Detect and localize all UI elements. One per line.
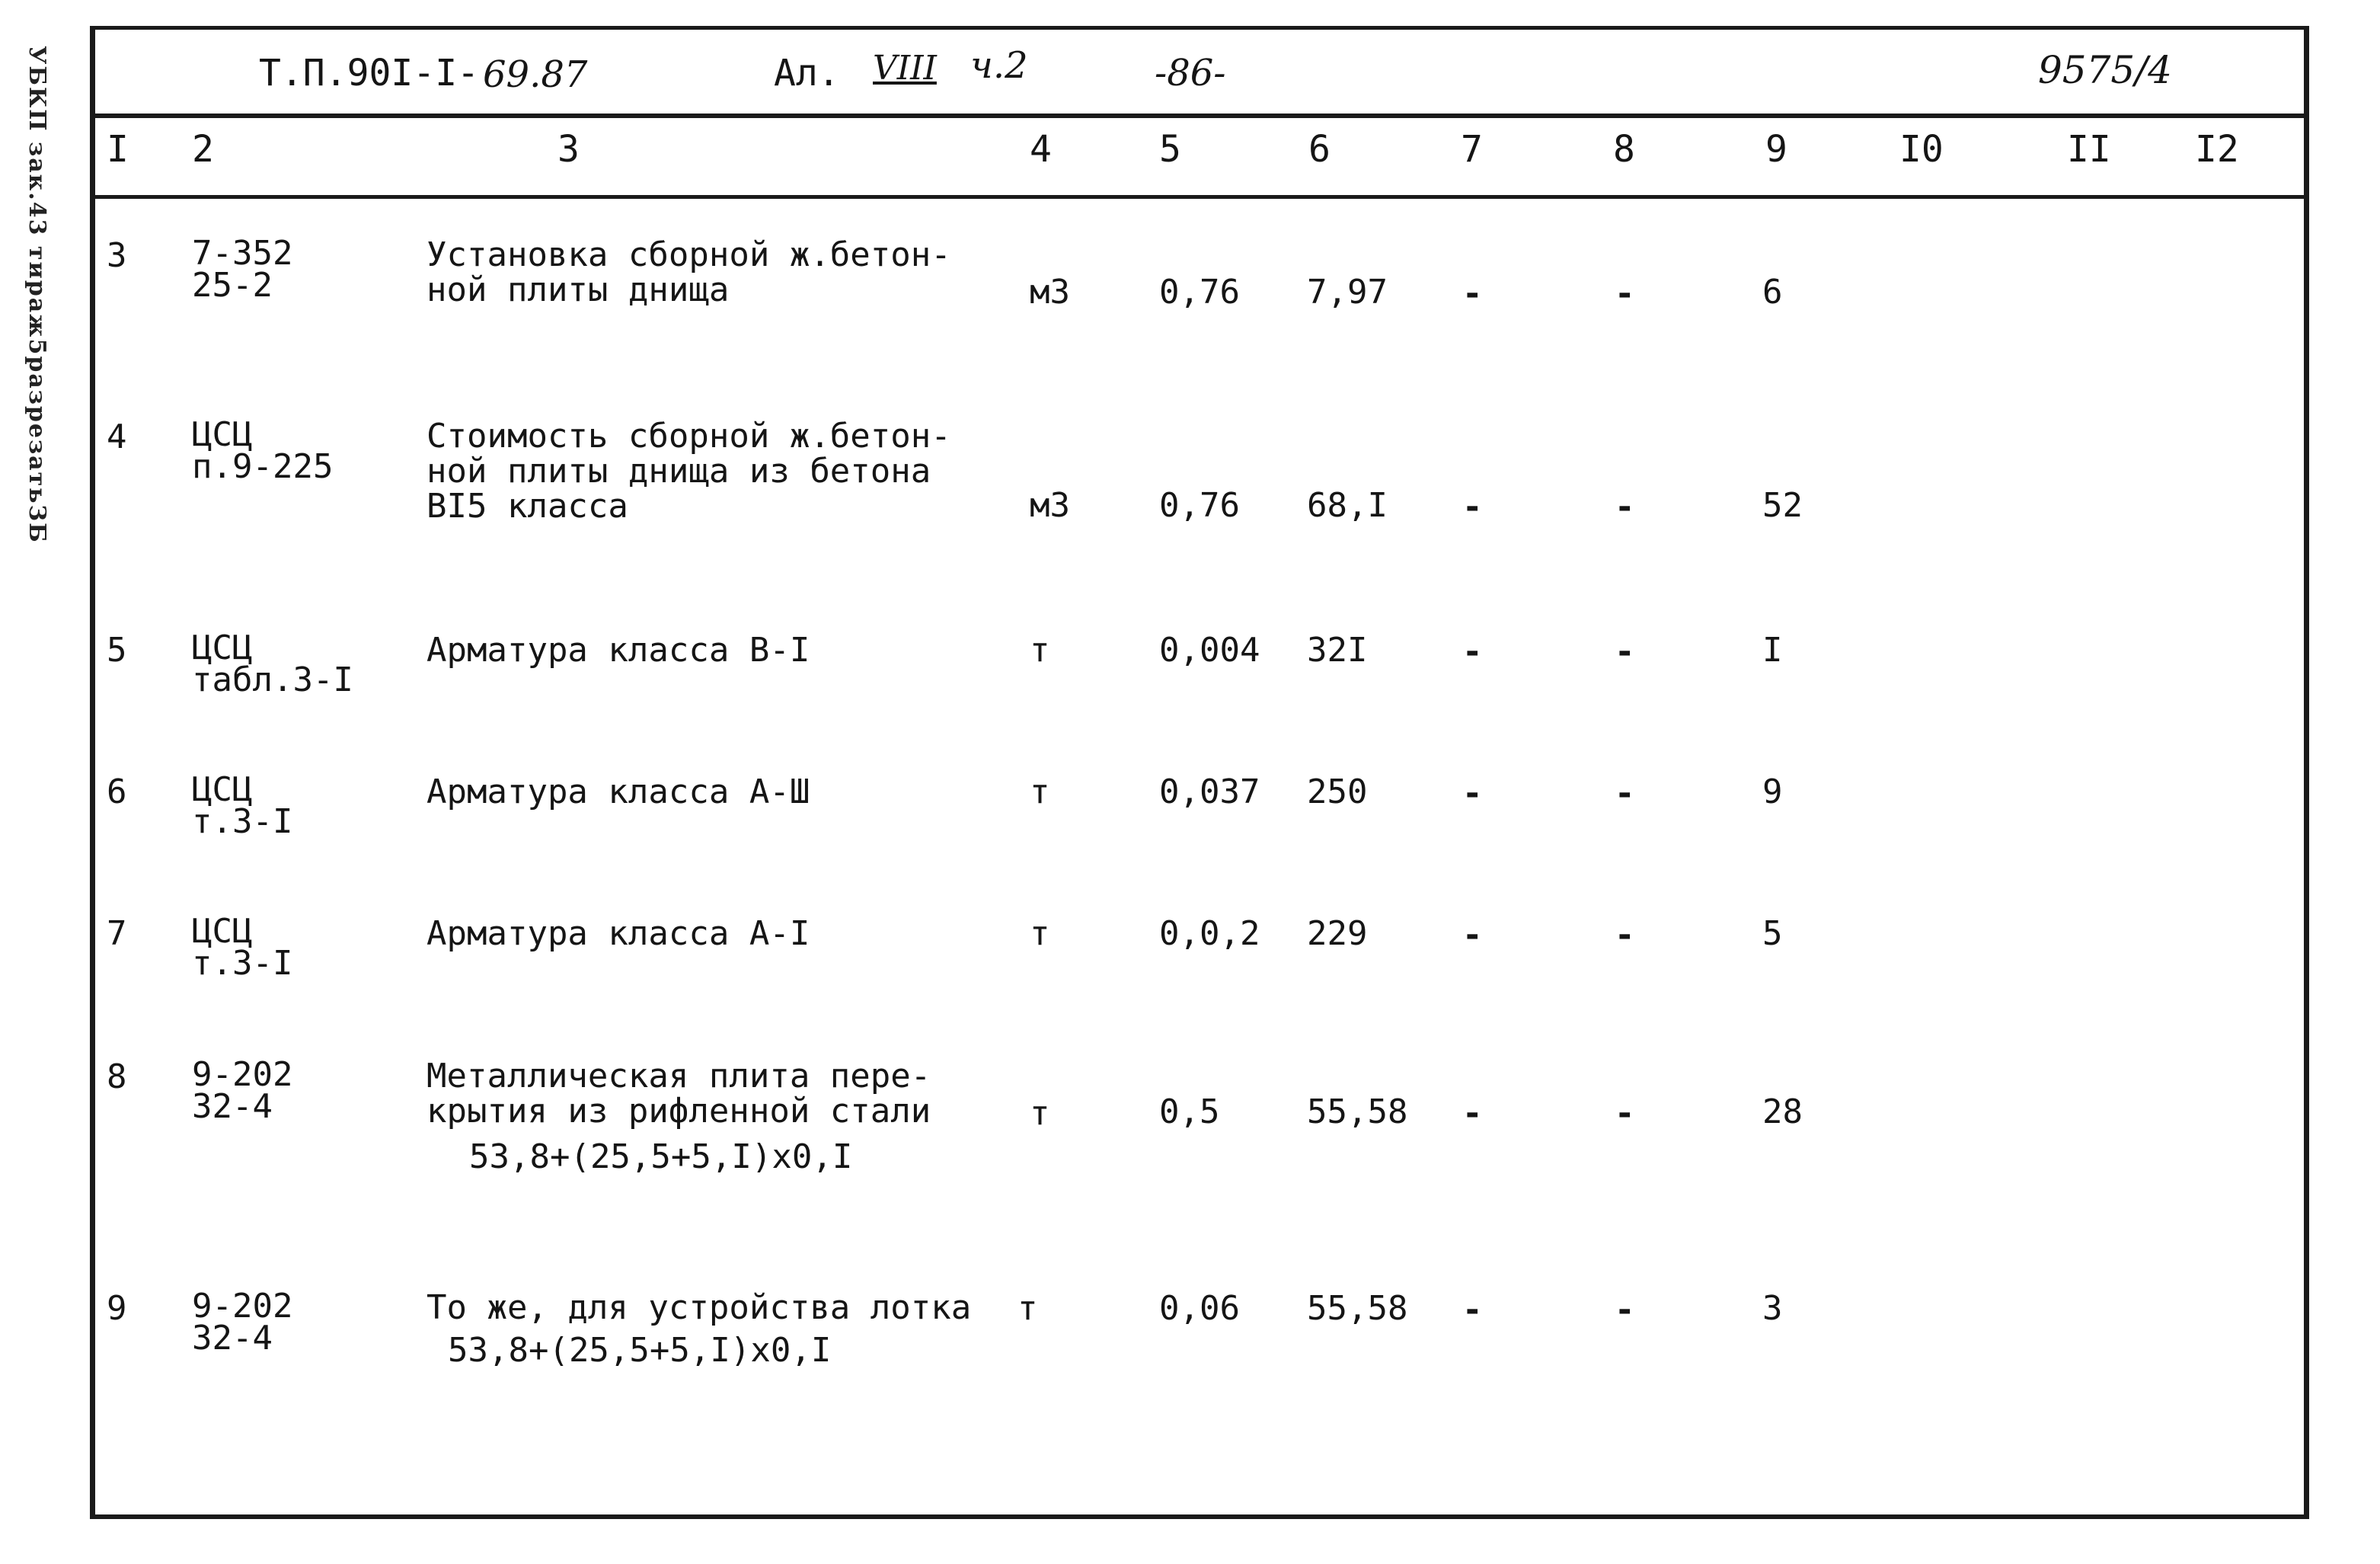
- row-code: ЦСЦ п.9-225: [192, 415, 334, 486]
- row-col7: -: [1462, 632, 1483, 671]
- row-unit-price: 7,97: [1307, 273, 1388, 312]
- row-unit: м3: [1030, 273, 1070, 312]
- col-header-2: 2: [192, 128, 214, 171]
- row-col8: -: [1615, 1094, 1635, 1133]
- col-header-9: 9: [1765, 128, 1787, 171]
- row-unit-price: 32I: [1307, 631, 1368, 670]
- header-rule: [90, 114, 2309, 118]
- row-quantity: 0,76: [1159, 486, 1240, 525]
- row-description: Стоимость сборной ж.бетон- ной плиты днища из бетона BI5 класса: [426, 417, 951, 526]
- table-row-number: 4: [107, 417, 127, 456]
- row-quantity: 0,037: [1159, 772, 1260, 811]
- row-total: 52: [1762, 486, 1803, 525]
- row-unit: т: [1030, 631, 1050, 670]
- row-col8: -: [1615, 488, 1635, 526]
- row-col8: -: [1615, 1291, 1635, 1329]
- table-row-number: 9: [107, 1289, 127, 1328]
- row-code: ЦСЦ т.3-I: [192, 912, 293, 983]
- page-number: -86-: [1155, 52, 1226, 94]
- row-unit-price: 68,I: [1307, 486, 1388, 525]
- column-header-rule: [90, 195, 2309, 199]
- part-number: ч.2: [970, 44, 1028, 87]
- col-header-11: II: [2067, 128, 2111, 171]
- table-row-number: 6: [107, 772, 127, 811]
- row-description: Арматура класса В-I: [426, 631, 810, 670]
- col-header-6: 6: [1308, 128, 1331, 171]
- row-col7: -: [1462, 274, 1483, 313]
- row-col7: -: [1462, 774, 1483, 813]
- row-quantity: 0,5: [1159, 1092, 1220, 1131]
- side-stamp: УБКП зак.43 тираж5разрезатьЗБ: [24, 46, 50, 544]
- col-header-12: I2: [2195, 128, 2239, 171]
- row-code: 9-202 32-4: [192, 1287, 293, 1358]
- row-unit: т: [1030, 1094, 1050, 1133]
- row-col8: -: [1615, 632, 1635, 671]
- row-description: Арматура класса А-Ш: [426, 772, 810, 811]
- table-row-number: 7: [107, 914, 127, 953]
- row-total: 6: [1762, 273, 1783, 312]
- row-description: Металлическая плита пере- крытия из рифленной стали 53,8+(25,5+5,I)x0,I: [426, 1057, 931, 1176]
- row-unit: т: [1017, 1289, 1038, 1328]
- album-number: VIII: [873, 49, 937, 88]
- row-quantity: 0,06: [1159, 1289, 1240, 1328]
- row-code: ЦСЦ табл.3-I: [192, 628, 353, 699]
- row-col7: -: [1462, 488, 1483, 526]
- row-description: Арматура класса А-I: [426, 914, 810, 953]
- row-unit-price: 229: [1307, 914, 1368, 953]
- row-total: 28: [1762, 1092, 1803, 1131]
- row-col7: -: [1462, 916, 1483, 955]
- row-total: 3: [1762, 1289, 1783, 1328]
- sheet-code: 9575/4: [2038, 48, 2172, 92]
- row-col8: -: [1615, 774, 1635, 813]
- col-header-10: I0: [1899, 128, 1944, 171]
- row-col7: -: [1462, 1094, 1483, 1133]
- row-unit-price: 55,58: [1307, 1289, 1408, 1328]
- row-code: 9-202 32-4: [192, 1055, 293, 1126]
- row-unit: т: [1030, 914, 1050, 953]
- col-header-8: 8: [1613, 128, 1635, 171]
- row-quantity: 0,0,2: [1159, 914, 1260, 953]
- col-header-4: 4: [1030, 128, 1052, 171]
- row-unit: т: [1030, 772, 1050, 811]
- row-total: 9: [1762, 772, 1783, 811]
- row-unit-price: 250: [1307, 772, 1368, 811]
- table-row-number: 3: [107, 236, 127, 275]
- row-description: То же, для устройства лотка 53,8+(25,5+5,I)x0,I: [426, 1288, 972, 1370]
- col-header-1: I: [107, 128, 129, 171]
- row-total: 5: [1762, 914, 1783, 953]
- album-label: Ал.: [774, 52, 840, 94]
- table-row-number: 8: [107, 1057, 127, 1096]
- row-col7: -: [1462, 1291, 1483, 1329]
- project-code: Т.П.90I-I-: [259, 52, 479, 94]
- table-row-number: 5: [107, 631, 127, 670]
- row-quantity: 0,76: [1159, 273, 1240, 312]
- row-col8: -: [1615, 274, 1635, 313]
- row-unit-price: 55,58: [1307, 1092, 1408, 1131]
- row-total: I: [1762, 631, 1783, 670]
- row-col8: -: [1615, 916, 1635, 955]
- col-header-5: 5: [1159, 128, 1181, 171]
- col-header-7: 7: [1461, 128, 1483, 171]
- row-unit: м3: [1030, 486, 1070, 525]
- col-header-3: 3: [557, 128, 580, 171]
- project-year: 69.87: [483, 53, 588, 96]
- row-quantity: 0,004: [1159, 631, 1260, 670]
- row-code: 7-352 25-2: [192, 234, 293, 305]
- row-description: Установка сборной ж.бетон- ной плиты днища: [426, 235, 951, 309]
- row-code: ЦСЦ т.3-I: [192, 770, 293, 841]
